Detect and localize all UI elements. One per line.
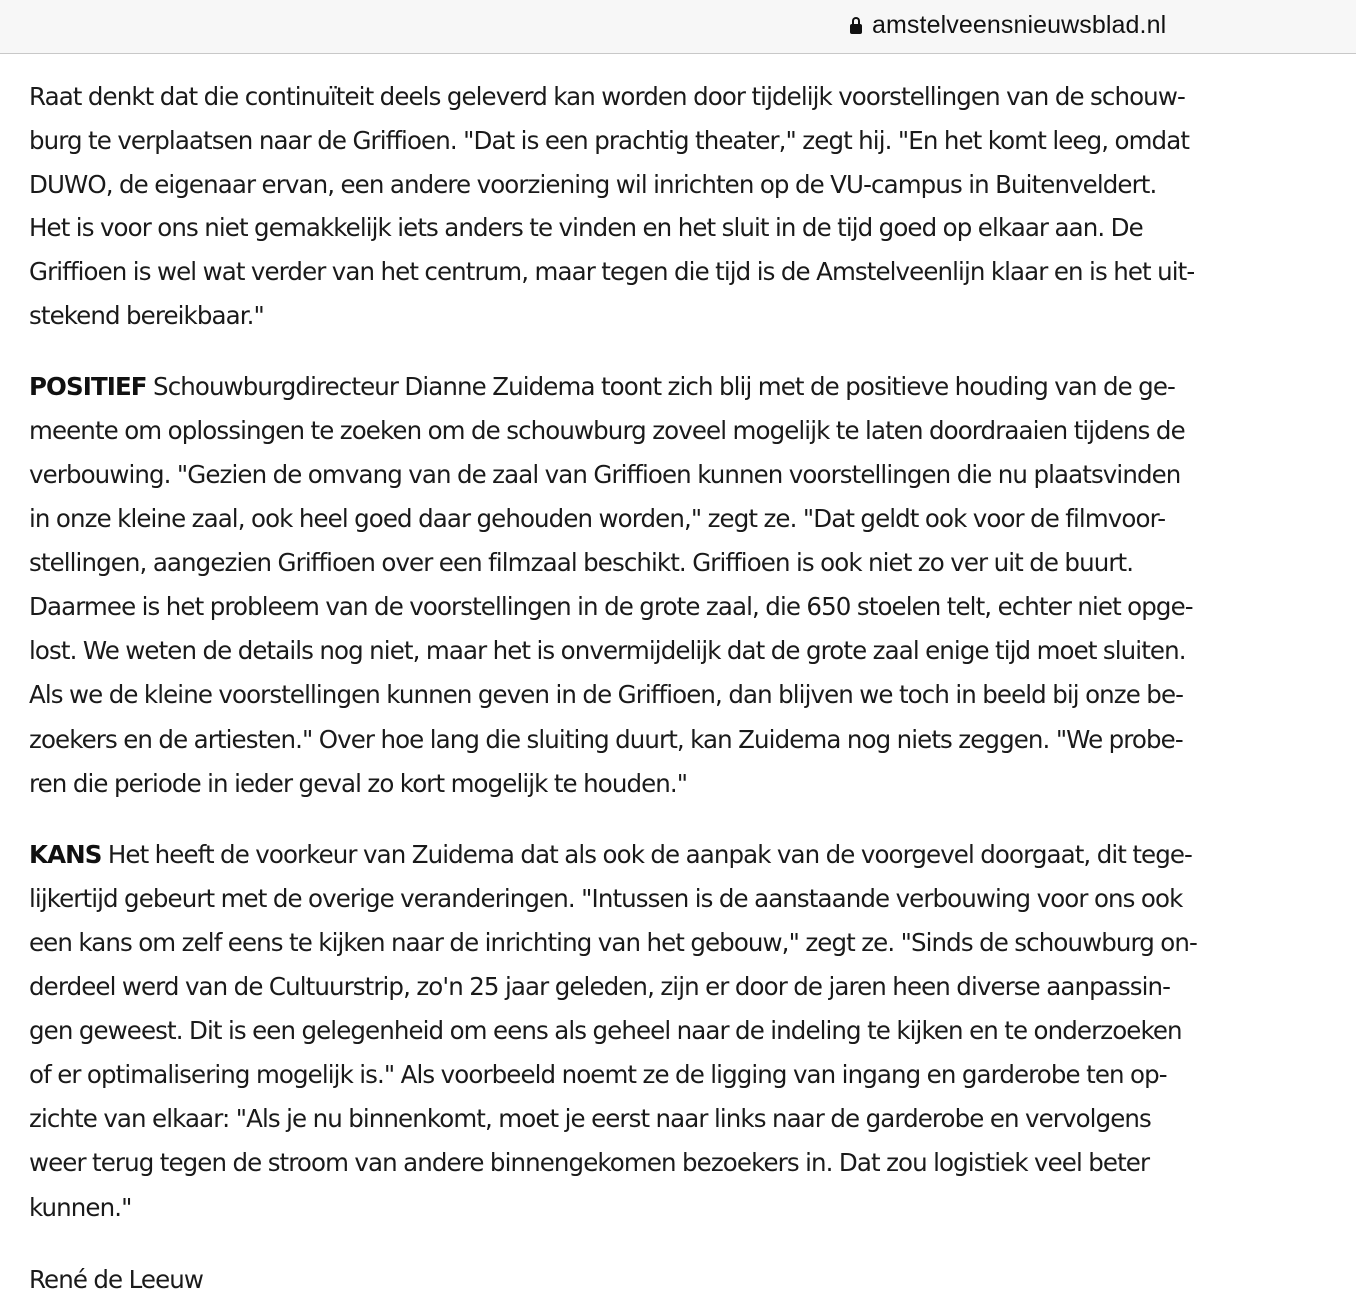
text-line: stekend bereikbaar." xyxy=(29,301,264,330)
text-line: DUWO, de eigenaar ervan, een andere voorziening wil inrichten op de VU-campus in Buitenveldert. xyxy=(29,170,1157,199)
text-line: Het is voor ons niet gemakkelijk iets anders te vinden en het sluit in de tijd goed op elkaar aan. De xyxy=(29,213,1143,242)
text-line: burg te verplaatsen naar de Griffioen. "Dat is een prachtig theater," zegt hij. "En het komt leeg, omdat xyxy=(29,126,1190,155)
text-line: of er optimalisering mogelijk is." Als voorbeeld noemt ze de ligging van ingang en garderobe ten op- xyxy=(29,1060,1167,1089)
text-line: lijkertijd gebeurt met de overige veranderingen. "Intussen is de aanstaande verbouwing voor ons ook xyxy=(29,884,1183,913)
text-line: zichte van elkaar: "Als je nu binnenkomt, moet je eerst naar links naar de garderobe en vervolgens xyxy=(29,1104,1151,1133)
text-line xyxy=(29,839,1192,871)
text-line: derdeel werd van de Cultuurstrip, zo'n 25 jaar geleden, zijn er door de jaren heen diverse aanpassin- xyxy=(29,972,1171,1001)
text-line: stellingen, aangezien Griffioen over een filmzaal beschikt. Griffioen is ook niet zo ver uit de buurt. xyxy=(29,548,1134,577)
text-line: gen geweest. Dit is een gelegenheid om eens als geheel naar de indeling te kijken en te onderzoeken xyxy=(29,1016,1182,1045)
text-line: Raat denkt dat die continuïteit deels geleverd kan worden door tijdelijk voorstellingen van de schouw- xyxy=(29,82,1185,111)
lock-icon xyxy=(850,17,862,35)
text-line: Daarmee is het probleem van de voorstellingen in de grote zaal, die 650 stoelen telt, echter niet opge- xyxy=(29,592,1193,621)
text-line: ren die periode in ieder geval zo kort mogelijk te houden." xyxy=(29,769,688,798)
text-line: meente om oplossingen te zoeken om de schouwburg zoveel mogelijk te laten doordraaien tijdens de xyxy=(29,416,1185,445)
section-lead-kans: KANS xyxy=(29,840,102,869)
text-line: in onze kleine zaal, ook heel goed daar gehouden worden," zegt ze. "Dat geldt ook voor de filmvoor- xyxy=(29,504,1166,533)
text-line: verbouwing. "Gezien de omvang van de zaal van Griffioen kunnen voorstellingen die nu plaatsvinden xyxy=(29,460,1181,489)
text-line: lost. We weten de details nog niet, maar het is onvermijdelijk dat de grote zaal enige tijd moet sluiten. xyxy=(29,636,1186,665)
author-byline: René de Leeuw xyxy=(29,1265,204,1294)
text-line: kunnen." xyxy=(29,1193,132,1222)
browser-address-bar[interactable] xyxy=(0,0,1356,54)
text-line: zoekers en de artiesten." Over hoe lang die sluiting duurt, kan Zuidema nog niets zeggen. "We probe- xyxy=(29,725,1183,754)
url-display[interactable] xyxy=(850,9,1166,41)
text-line: een kans om zelf eens te kijken naar de inrichting van het gebouw," zegt ze. "Sinds de schouwburg on- xyxy=(29,928,1197,957)
text-line-rest: Het heeft de voorkeur van Zuidema dat als ook de aanpak van de voorgevel doorgaat, dit tege- xyxy=(101,840,1192,869)
text-line: Als we de kleine voorstellingen kunnen geven in de Griffioen, dan blijven we toch in beeld bij onze be- xyxy=(29,680,1184,709)
text-line-rest: Schouwburgdirecteur Dianne Zuidema toont zich blij met de positieve houding van de ge- xyxy=(146,372,1175,401)
text-line: weer terug tegen de stroom van andere binnengekomen bezoekers in. Dat zou logistiek veel beter xyxy=(29,1148,1150,1177)
section-lead-positief: POSITIEF xyxy=(29,372,147,401)
url-text: amstelveensnieuwsblad.nl xyxy=(872,10,1167,39)
text-line: Griffioen is wel wat verder van het centrum, maar tegen die tijd is de Amstelveenlijn klaar en is het uit- xyxy=(29,257,1195,286)
text-line xyxy=(29,371,1175,403)
